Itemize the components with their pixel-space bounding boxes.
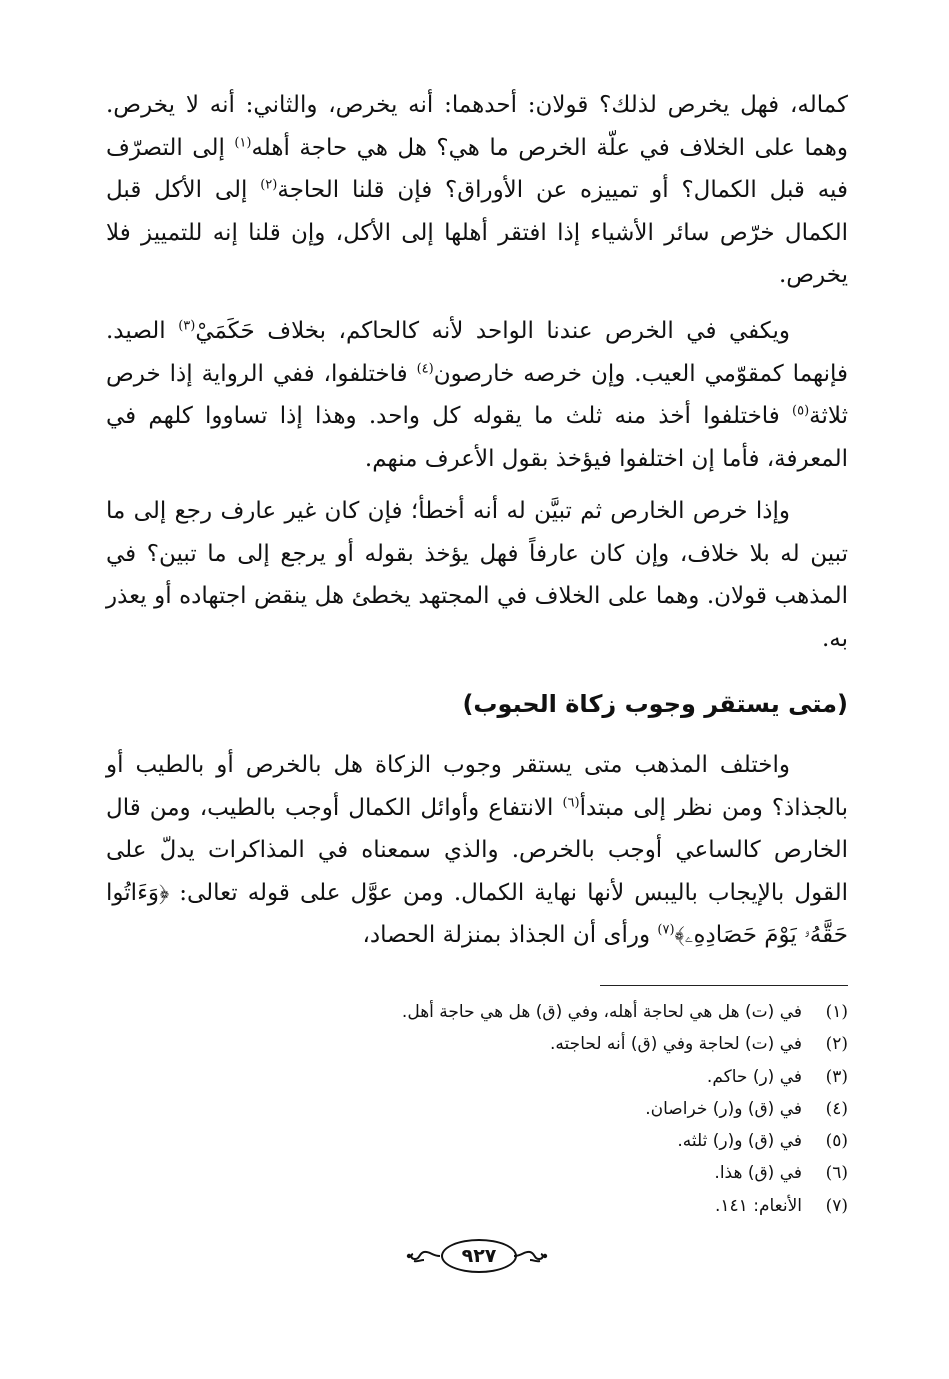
page-number-ornament <box>406 1236 548 1276</box>
paragraph-text: واختلف المذهب متى يستقر وجوب الزكاة هل بالخرص أو بالطيب أو بالجذاذ؟ ومن نظر إلى مبتدأ <box>106 752 848 821</box>
page-number: ٩٢٧ <box>441 1239 517 1273</box>
paragraph-text: ورأى أن الجذاذ بمنزلة الحصاد، <box>362 922 658 948</box>
footnote-ref: (٧) <box>657 922 675 938</box>
footnote-number: (٢) <box>825 1034 848 1055</box>
paragraph-1 <box>106 84 848 297</box>
paragraph-3 <box>106 490 848 660</box>
paragraph-text: وإذا خرص الخارص ثم تبيَّن له أنه أخطأ؛ فإن كان غير عارف رجع إلى ما تبين له بلا خلاف، وإن كان عارفاً فهل يؤخذ بقوله أو يرجع إلى ما تبين؟ في المذهب قولان. وهما على الخلاف في المجتهد يخطئ هل ينقض اجتهاده أو يعذر به. <box>106 498 848 652</box>
footnote-text: في (ت) هل هي لحاجة أهله، وفي (ق) هل هي حاجة أهل. <box>401 1002 802 1022</box>
footnote-text: في (ق) و(ر) خراصان. <box>645 1098 802 1119</box>
paragraph-text: إلى التصرّف فيه قبل الكمال؟ أو تمييزه عن الأوراق؟ فإن قلنا الحاجة <box>106 134 848 203</box>
footnote <box>300 996 848 1028</box>
footnote <box>300 1190 848 1222</box>
footnotes <box>300 996 848 1222</box>
footnote <box>300 1061 848 1093</box>
footnote-text: في (ت) لحاجة وفي (ق) أنه لحاجته. <box>550 1034 802 1055</box>
footnote-divider <box>600 985 848 986</box>
footnote-number: (٧) <box>825 1195 848 1216</box>
footnote-text: في (ر) حاكم. <box>706 1066 802 1087</box>
right-flourish-icon <box>514 1249 548 1263</box>
footnote-ref: (١) <box>234 134 252 150</box>
footnote <box>300 1157 848 1189</box>
footnote-text: في (ق) هذا. <box>714 1163 802 1184</box>
footnote-number: (١) <box>825 1002 848 1022</box>
footnote-text: في (ق) و(ر) ثلثه. <box>677 1131 802 1152</box>
paragraph-text: ويكفي في الخرص عندنا الواحد لأنه كالحاكم، بخلاف حَكَمَيْ <box>195 318 790 344</box>
footnote <box>300 1028 848 1060</box>
section-heading: (متى يستقر وجوب زكاة الحبوب) <box>462 690 848 718</box>
footnote-ref: (٥) <box>792 403 810 419</box>
footnote-number: (٣) <box>825 1066 848 1087</box>
paragraph-text: إلى الأكل قبل الكمال خرّص سائر الأشياء إذا افتقر أهلها إلى الأكل، وإن قلنا إنه للتمييز فلا يخرص. <box>106 177 848 288</box>
footnote <box>300 1093 848 1125</box>
paragraph-text: الانتفاع وأوائل الكمال أوجب بالطيب، ومن قال الخارص كالساعي أوجب بالخرص. والذي سمعناه في المذاكرات يدلّ على القول بالإيجاب باليبس لأنها نهاية الكمال. ومن عوَّل على قوله تعالى: <box>106 794 848 906</box>
footnote-ref: (٢) <box>260 177 278 193</box>
footnote <box>300 1125 848 1157</box>
footnote-number: (٤) <box>825 1098 848 1119</box>
footnote-number: (٥) <box>825 1131 848 1152</box>
footnote-ref: (٦) <box>562 794 580 810</box>
footnote-ref: (٤) <box>416 360 434 376</box>
footnote-text: الأنعام: ١٤١. <box>715 1195 802 1216</box>
left-flourish-icon <box>406 1249 440 1263</box>
paragraph-text: فاختلفوا، ففي الرواية إذا خرص ثلاثة <box>106 360 848 429</box>
paragraph-text: كماله، فهل يخرص لذلك؟ قولان: أحدهما: أنه يخرص، والثاني: أنه لا يخرص. وهما على الخلاف في علّة الخرص ما هي؟ هل هي حاجة أهله <box>106 92 848 161</box>
paragraph-text: الصيد. فإنهما كمقوّمي العيب. وإن خرصه خارصون <box>106 318 848 387</box>
paragraph-4 <box>106 744 848 957</box>
footnote-ref: (٣) <box>178 318 196 334</box>
paragraph-2 <box>106 310 848 480</box>
footnote-number: (٦) <box>825 1163 848 1184</box>
paragraph-text: فاختلفوا أخذ منه ثلث ما يقوله كل واحد. وهذا إذا تساووا كلهم في المعرفة، فأما إن اختلفوا فيؤخذ بقول الأعرف منهم. <box>106 403 848 472</box>
quran-verse: ﴿وَءَاتُوا حَقَّهُۥ يَوْمَ حَصَادِهِۦ﴾ <box>106 879 848 948</box>
